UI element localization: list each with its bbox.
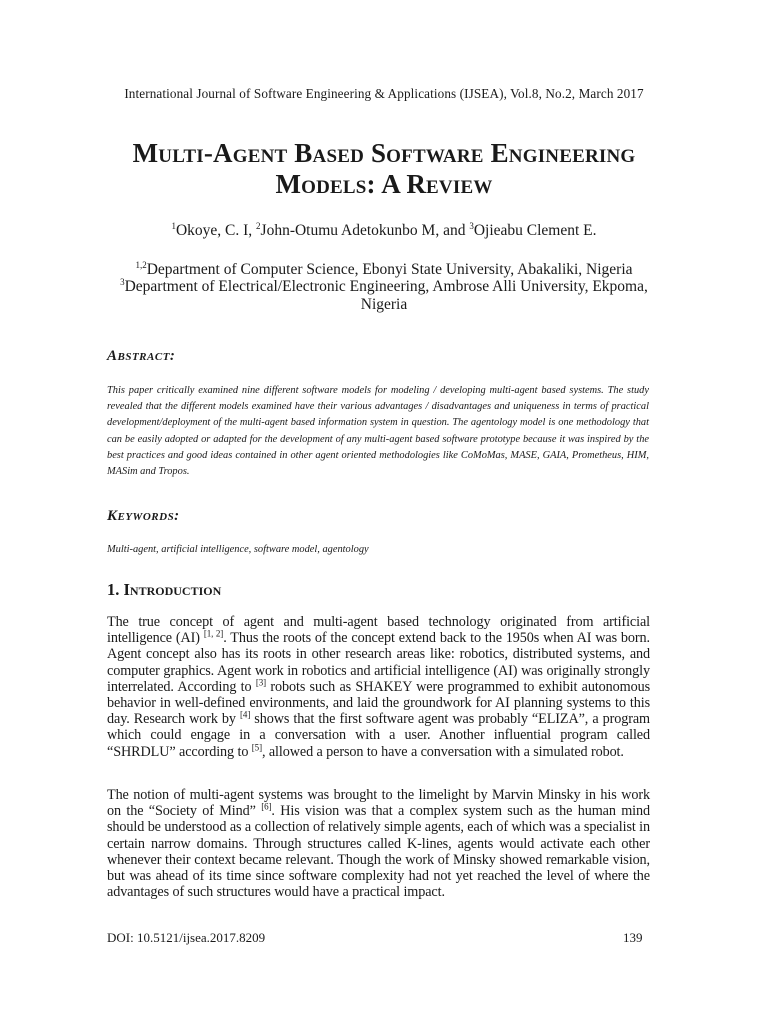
keywords-text: Multi-agent, artificial intelligence, software model, agentology bbox=[107, 544, 369, 555]
citation-3: [3] bbox=[255, 677, 267, 688]
abstract-text: This paper critically examined nine different software models for modeling / developing multi-agent based systems. The study revealed that the different models examined have their various advantages / disadvantages and uniqueness in terms of practical development/deployment of the multi-agent based information system in question. The agentology model is one methodology that can be easily adopted or adapted for the development of any multi-agent based software prototype because it was inspired by the best practices and good ideas contained in other agent oriented methodologies like CoMoMas, MASE, GAIA, Prometheus, HIM, MASim and Tropos. bbox=[107, 385, 649, 478]
author-2-mark: 2 bbox=[256, 220, 261, 231]
citation-4: [4] bbox=[240, 709, 251, 720]
intro-paragraph-2 bbox=[107, 787, 650, 900]
author-2: John-Otumu Adetokunbo M, and bbox=[260, 222, 470, 239]
p1-text-2: . Thus the roots of the concept extend back to the 1950s when AI was born. Agent concept also has its roots in other research areas like: robotics, distributed systems, and computer graphics. Agent work in robotics and artificial intelligence (AI) was originally strongly interrelated. According to bbox=[107, 630, 650, 695]
page-number: 139 bbox=[623, 930, 643, 945]
intro-paragraph-1 bbox=[107, 614, 650, 760]
p1-text-4: shows that the first software agent was probably “ELIZA”, a program which could engage in a conversation with a user. Another influential program called “SHRDLU” according to bbox=[107, 711, 650, 760]
doi: DOI: 10.5121/ijsea.2017.8209 bbox=[107, 930, 266, 945]
affiliation-2 bbox=[0, 278, 768, 296]
journal-header: International Journal of Software Engineering & Applications (IJSEA), Vol.8, No.2, March 2017 bbox=[124, 86, 644, 101]
author-1-mark: 1 bbox=[171, 220, 176, 231]
p1-text-3: robots such as SHAKEY were programmed to exhibit autonomous behavior in well-defined environments, and laid the groundwork for AI planning systems to this day. Research work by bbox=[107, 678, 650, 728]
citation-6: [6] bbox=[261, 801, 272, 812]
affiliation-2-text: Department of Electrical/Electronic Engineering, Ambrose Alli University, Ekpoma, bbox=[124, 278, 648, 295]
p1-text-1: The true concept of agent and multi-agent based technology originated from artificial intelligence (AI) bbox=[107, 614, 650, 647]
affiliation-1 bbox=[0, 261, 768, 279]
introduction-heading: 1. Introduction bbox=[107, 580, 222, 599]
affiliation-1-mark: 1,2 bbox=[135, 259, 147, 270]
author-1: Okoye, C. I, bbox=[175, 222, 257, 239]
author-3: Ojieabu Clement E. bbox=[473, 222, 597, 239]
title-line-1: Multi-Agent Based Software Engineering bbox=[132, 138, 636, 168]
p2-text-2: . His vision was that a complex system such as the human mind should be understood as a collection of relatively simple agents, each of which was a specialist in certain narrow domains. Through structures called K-lines, agents would activate each other whenever their context became relevant. Though the work of Minsky showed remarkable vision, but was ahead of its time since software complexity had not yet reached the level of where the advantages of such structures would have a practical impact. bbox=[107, 803, 650, 901]
author-3-mark: 3 bbox=[469, 220, 474, 231]
affiliation-1-text: Department of Computer Science, Ebonyi State University, Abakaliki, Nigeria bbox=[146, 261, 633, 278]
author-list bbox=[0, 222, 768, 240]
affiliation-2-mark: 3 bbox=[120, 276, 125, 287]
title-line-2: Models: A Review bbox=[275, 169, 493, 199]
p2-text-1: The notion of multi-agent systems was brought to the limelight by Marvin Minsky in his work on the “Society of Mind” bbox=[107, 787, 650, 820]
p1-text-5: , allowed a person to have a conversation with a simulated robot. bbox=[261, 743, 624, 760]
citation-5: [5] bbox=[251, 741, 262, 752]
affiliation-2-line-2: Nigeria bbox=[360, 296, 408, 313]
keywords-heading: Keywords: bbox=[107, 508, 180, 524]
abstract-heading: Abstract: bbox=[107, 348, 176, 364]
citation-1: [1, 2] bbox=[203, 628, 224, 639]
paper-title bbox=[60, 138, 708, 200]
